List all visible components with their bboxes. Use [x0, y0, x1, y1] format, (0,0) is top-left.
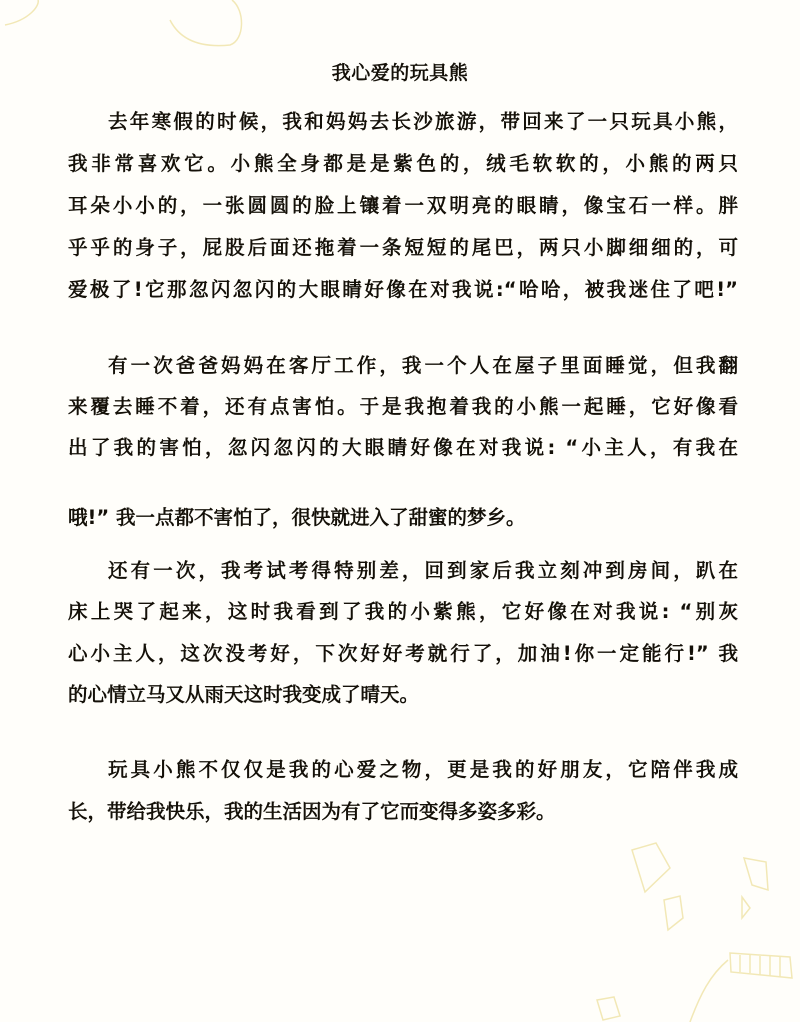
text-line: 去年寒假的时候，我和妈妈去长沙旅游，带回来了一只玩具小熊，	[108, 110, 738, 133]
text-line: 床上哭了起来，这时我看到了我的小紫熊，它好像在对我说: “别灰	[68, 600, 738, 623]
document-title: 我心爱的玩具熊	[331, 62, 469, 84]
text-line: 哦!” 我一点都不害怕了，很快就进入了甜蜜的梦乡。	[68, 506, 526, 529]
text-line: 耳朵小小的，一张圆圆的脸上镶着一双明亮的眼睛，像宝石一样。胖	[68, 194, 738, 217]
text-line: 爱极了!它那忽闪忽闪的大眼睛好像在对我说:“哈哈，被我迷住了吧!”	[68, 278, 738, 301]
text-line: 长，带给我快乐，我的生活因为有了它而变得多姿多彩。	[68, 800, 556, 823]
text-line: 玩具小熊不仅仅是我的心爱之物，更是我的好朋友，它陪伴我成	[108, 758, 738, 781]
text-line: 还有一次，我考试考得特别差，回到家后我立刻冲到房间，趴在	[108, 559, 738, 582]
swirl-icon	[5, 0, 38, 25]
text-line: 出了我的害怕，忽闪忽闪的大眼睛好像在对我说: “小主人，有我在	[68, 436, 738, 459]
sparkle-icon	[742, 897, 750, 918]
text-line: 有一次爸爸妈妈在客厅工作，我一个人在屋子里面睡觉，但我翻	[108, 354, 738, 377]
sparkle-icon	[597, 997, 620, 1020]
sparkle-icon	[664, 896, 683, 930]
text-line: 我非常喜欢它。小熊全身都是是紫色的，绒毛软软的，小熊的两只	[68, 152, 738, 175]
sparkle-icon	[744, 858, 768, 890]
sparkle-icon	[632, 843, 670, 892]
text-line: 心小主人，这次没考好，下次好好考就行了，加油!你一定能行!” 我	[68, 642, 738, 665]
swirl-icon	[170, 0, 242, 46]
text-line: 来覆去睡不着，还有点害怕。于是我抱着我的小熊一起睡，它好像看	[68, 395, 738, 418]
ribbon-icon	[730, 953, 792, 978]
text-line: 的心情立马又从雨天这时我变成了晴天。	[68, 683, 420, 706]
text-line: 乎乎的身子，屁股后面还拖着一条短短的尾巴，两只小脚细细的，可	[68, 236, 738, 259]
